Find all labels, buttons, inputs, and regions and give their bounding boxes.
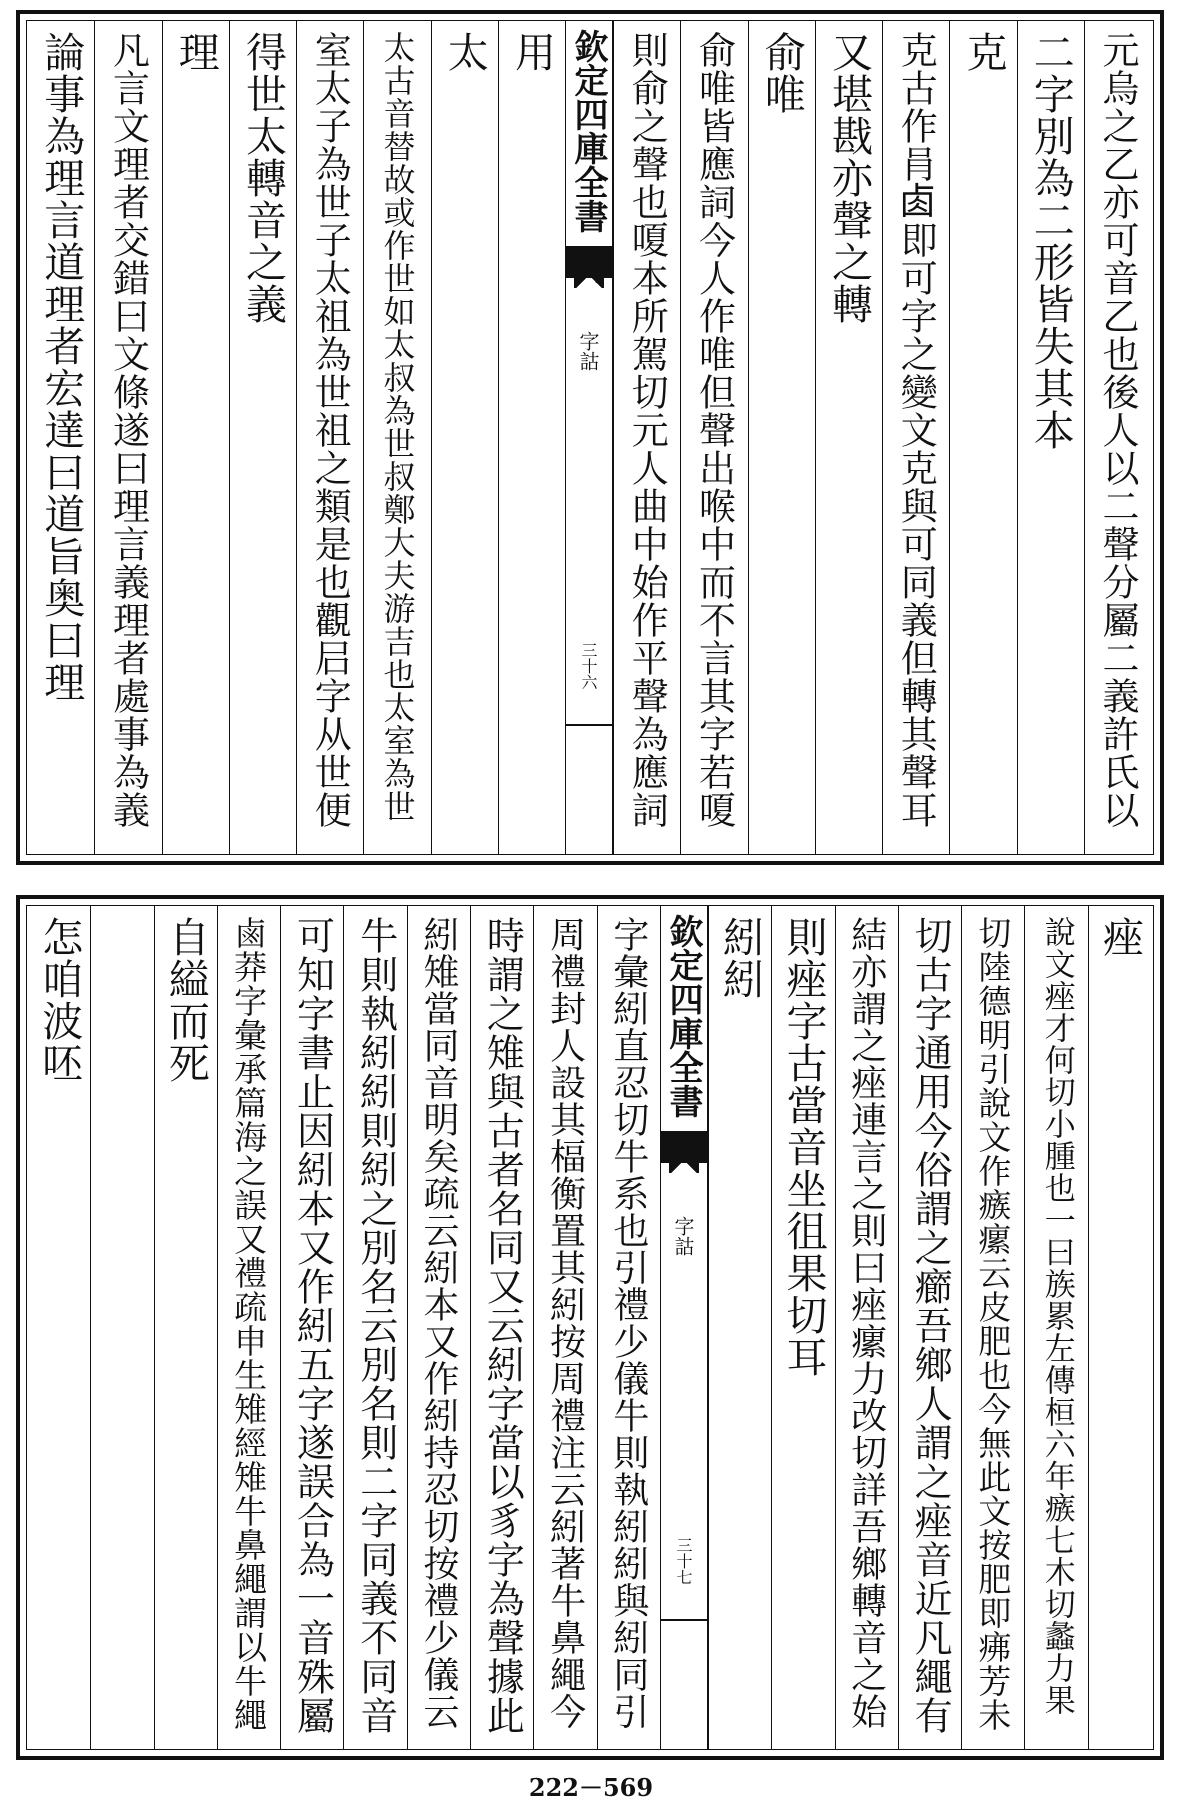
top-page-panel: [16, 10, 1164, 865]
folio-rule: [661, 1619, 707, 1621]
text-column: [1088, 906, 1151, 1749]
column-text: 太: [440, 31, 489, 73]
text-column: [431, 21, 498, 854]
text-column: [94, 21, 161, 854]
text-column: [708, 906, 771, 1749]
column-text: 室太子為世子太祖為世祖之類是也觀𡰪字从世便: [308, 31, 352, 829]
text-column: [1017, 21, 1084, 854]
text-column: [363, 21, 430, 854]
text-column: [882, 21, 949, 854]
column-text: 字彙紖直忍切牛系也引禮少儀牛則執紖紖與紖同引: [607, 916, 649, 1730]
column-text: 俞唯皆應詞今人作唯但聲出喉中而不言其字若嗄: [692, 31, 736, 829]
fish-tail-mark: [566, 246, 612, 278]
book-title: 欽定四庫全書: [662, 914, 703, 1118]
column-text: 則俞之聲也嗄本所駕切元人曲中始作平聲為應詞: [625, 31, 669, 829]
column-text: 說文痤才何切小腫也一曰族累左傳桓六年瘯七木切蠡力果: [1038, 916, 1075, 1716]
text-column: [407, 906, 470, 1749]
column-text: 時謂之雉與古者名同又云紖字當以豸字為聲據此: [480, 916, 525, 1735]
column-text: 克古作肙𠧪即可字之變文克與可同義但轉其聲耳: [894, 31, 938, 829]
section-label: 字詁: [576, 331, 600, 371]
book-title: 欽定四庫全書: [568, 29, 608, 233]
text-column: [815, 21, 882, 854]
text-column: [949, 21, 1016, 854]
folio-number: 三十七: [673, 1537, 693, 1585]
fish-tail-mark: [661, 1131, 707, 1163]
column-text: 痤: [1095, 916, 1144, 958]
text-column: [162, 21, 229, 854]
text-column: [217, 906, 280, 1749]
text-column: [748, 21, 815, 854]
column-text: 克: [959, 31, 1008, 73]
text-column: [1024, 906, 1087, 1749]
column-text: 理: [171, 31, 220, 73]
text-column: [470, 906, 533, 1749]
text-column: [280, 906, 343, 1749]
text-column: [597, 906, 660, 1749]
column-text: 可知字書止因紖本又作紖五字遂誤合為一音殊屬: [290, 916, 335, 1735]
text-column: [90, 906, 153, 1749]
text-column: [296, 21, 363, 854]
folio-number: 三十六: [579, 642, 598, 690]
column-text: 周禮封人設其楅衡置其紖按周禮注云紖著牛鼻繩今: [544, 916, 586, 1730]
column-text: 俞唯: [757, 31, 806, 115]
section-label: 字詁: [670, 1216, 695, 1256]
text-column: [961, 906, 1024, 1749]
column-text: 則痤字古當音坐徂果切耳: [779, 916, 828, 1378]
text-column: [680, 21, 747, 854]
column-text: 切陸德明引說文作瘯瘰云皮肥也今無此文按肥即疿芳未: [973, 916, 1013, 1732]
text-column: [498, 21, 565, 854]
top-page-frame: [26, 20, 1154, 855]
column-text: 鹵莽字彙承篇海之誤又禮疏申生雉經雉牛鼻繩謂以牛繩: [229, 916, 269, 1732]
column-text: 得世太轉音之義: [239, 31, 287, 325]
text-column: [1084, 21, 1151, 854]
bottom-page-panel: [16, 895, 1164, 1760]
column-text: 牛則執紖紖則紖之別名云別名則二字同義不同音: [353, 916, 398, 1735]
column-text: 結亦謂之痤連言之則曰痤瘰力改切詳吾鄉轉音之始: [845, 916, 887, 1730]
text-column: [343, 906, 406, 1749]
text-column: [27, 21, 94, 854]
column-text: 又堪戡亦聲之轉: [825, 31, 873, 325]
folio-rule: [566, 724, 612, 726]
column-text: 切古字通用今俗謂之癤吾鄉人謂之痤音近凡繩有: [908, 916, 953, 1735]
text-column: [27, 906, 90, 1749]
bottom-page-frame: [26, 905, 1154, 1750]
text-column: [533, 906, 596, 1749]
column-text: 太古音替故或作世如太叔為世叔鄭大夫游吉也太室為世: [378, 31, 417, 823]
column-text: 紖雉當同音明矣疏云紖本又作紖持忍切按禮少儀云: [418, 916, 460, 1730]
text-column: [154, 906, 217, 1749]
column-text: 凡言文理者交錯曰文條遂曰理言義理者處事為義: [106, 31, 150, 829]
column-text: 用: [508, 31, 556, 73]
text-column: [771, 906, 834, 1749]
page-number: 222－569: [528, 1773, 654, 1802]
center-fold-strip: [660, 906, 708, 1749]
column-text: 怎咱波呸: [35, 916, 84, 1084]
column-text: 元烏之乙亦可音乙也後人以二聲分屬二義許氏以: [1096, 31, 1139, 829]
text-column: [835, 906, 898, 1749]
column-text: 自縊而死: [161, 916, 210, 1084]
text-column: [229, 21, 296, 854]
center-fold-strip: [565, 21, 613, 854]
text-column: [613, 21, 680, 854]
column-text: 論事為理言道理者宏達曰道旨奥曰理: [37, 31, 86, 703]
text-column: [898, 906, 961, 1749]
column-text: 紖紖: [716, 916, 765, 1000]
column-text: 二字別為二形皆失其本: [1026, 31, 1075, 451]
